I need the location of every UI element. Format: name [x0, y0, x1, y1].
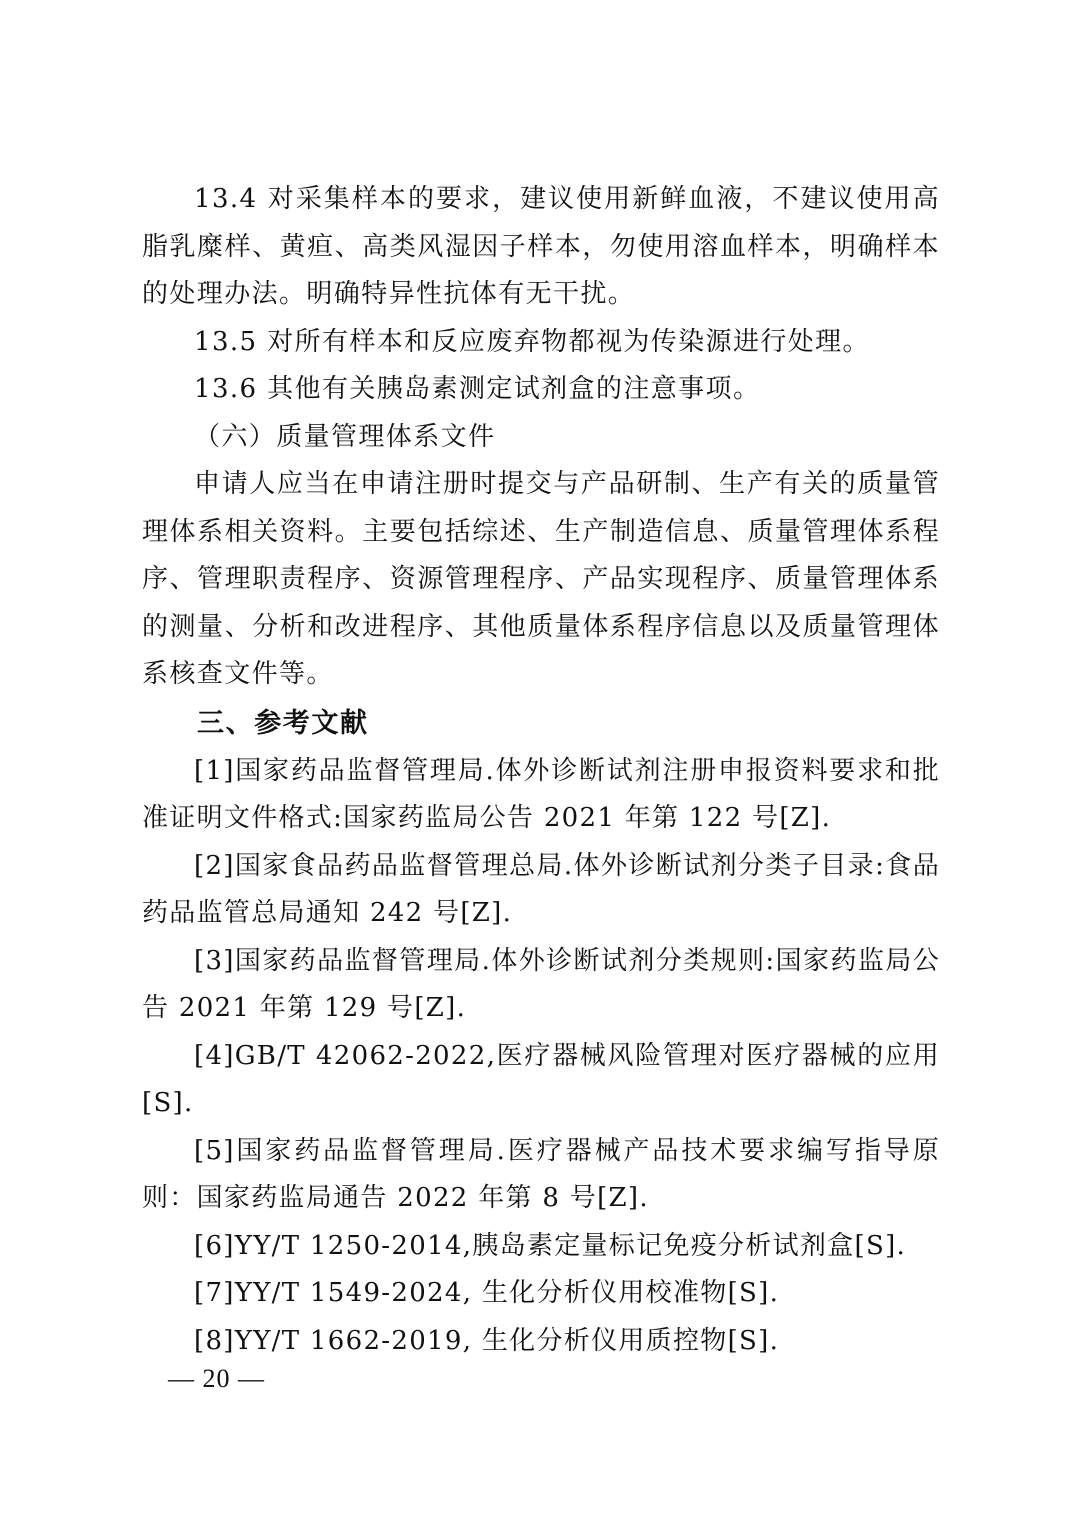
- section-3-heading: 三、参考文献: [197, 707, 369, 739]
- reference-item-1: [1]国家药品监督管理局.体外诊断试剂注册申报资料要求和批准证明文件格式:国家药监局公告 2021 年第 122 号[Z].: [142, 755, 940, 833]
- reference-item-2: [2]国家食品药品监督管理总局.体外诊断试剂分类子目录:食品药品监管总局通知 242 号[Z].: [142, 850, 940, 928]
- reference-item-7: [7]YY/T 1549-2024, 生化分析仪用校准物[S].: [194, 1278, 780, 1308]
- paragraph-13-6: 13.6 其他有关胰岛素测定试剂盒的注意事项。: [194, 374, 761, 404]
- reference-item-3: [3]国家药品监督管理局.体外诊断试剂分类规则:国家药监局公告 2021 年第 129 号[Z].: [142, 945, 940, 1023]
- reference-list: [142, 748, 940, 1366]
- reference-item-6: [6]YY/T 1250-2014,胰岛素定量标记免疫分析试剂盒[S].: [194, 1230, 907, 1261]
- section-6-body: 申请人应当在申请注册时提交与产品研制、生产有关的质量管理体系相关资料。主要包括综述、生产制造信息、质量管理体系程序、管理职责程序、资源管理程序、产品实现程序、质量管理体系的测量、分析和改进程序、其他质量体系程序信息以及质量管理体系核查文件等。: [142, 469, 940, 689]
- page-number: — 20 —: [168, 1364, 265, 1393]
- document-page: [142, 176, 940, 1365]
- reference-item-5: [5]国家药品监督管理局.医疗器械产品技术要求编写指导原则：国家药监局通告 2022 年第 8 号[Z].: [142, 1135, 940, 1213]
- section-6-heading: （六）质量管理体系文件: [194, 421, 496, 452]
- reference-item-4: [4]GB/T 42062-2022,医疗器械风险管理对医疗器械的应用[S].: [142, 1040, 940, 1118]
- paragraph-13-4: 13.4 对采集样本的要求，建议使用新鲜血液，不建议使用高脂乳糜样、黄疸、高类风湿因子样本，勿使用溶血样本，明确样本的处理办法。明确特异性抗体有无干扰。: [142, 184, 940, 309]
- reference-item-8: [8]YY/T 1662-2019, 生化分析仪用质控物[S].: [194, 1325, 780, 1356]
- paragraph-13-5: 13.5 对所有样本和反应废弃物都视为传染源进行处理。: [194, 326, 870, 357]
